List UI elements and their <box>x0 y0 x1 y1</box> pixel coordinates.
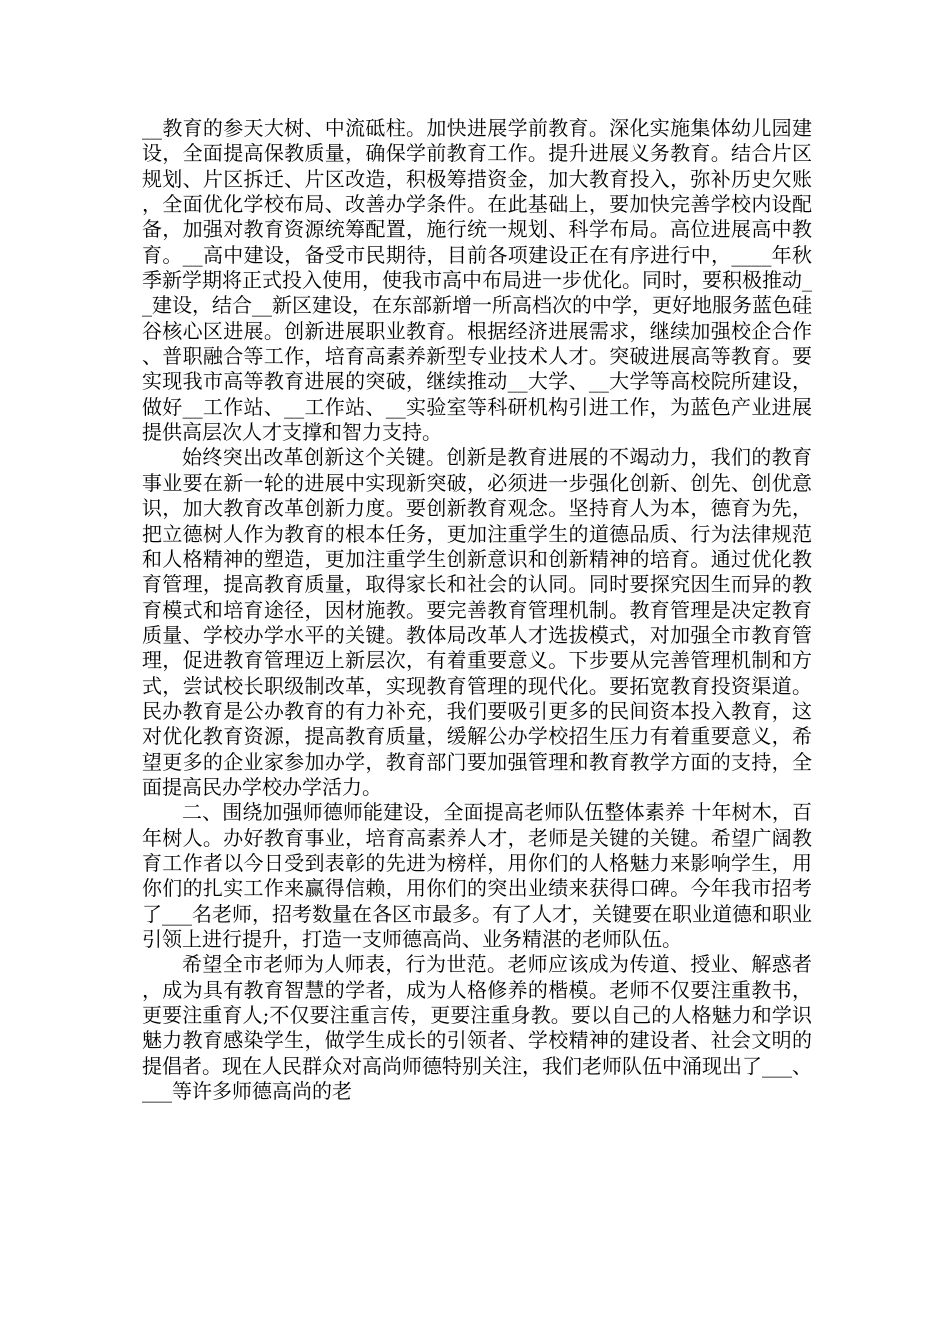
document-page <box>142 116 812 1104</box>
paragraph-teacher-role-model: 希望全市老师为人师表，行为世范。老师应该成为传道、授业、解惑者，成为具有教育智慧的学者，成为人格修养的楷模。老师不仅要注重教书，更要注重育人;不仅要注重言传，更要注重身教。要以自己的人格魅力和学识魅力教育感染学生，做学生成长的引领者、学校精神的建设者、社会文明的提倡者。现在人民群众对高尚师德特别关注，我们老师队伍中涌现出了___、___等许多师德高尚的老 <box>142 952 812 1104</box>
paragraph-reform-innovation: 始终突出改革创新这个关键。创新是教育进展的不竭动力，我们的教育事业要在新一轮的进展中实现新突破，必须进一步强化创新、创先、创优意识，加大教育改革创新力度。要创新教育观念。坚持育人为本，德育为先，把立德树人作为教育的根本任务，更加注重学生的道德品质、行为法律规范和人格精神的塑造，更加注重学生创新意识和创新精神的培育。通过优化教育管理，提高教育质量，取得家长和社会的认同。同时要探究因生而异的教育模式和培育途径，因材施教。要完善教育管理机制。教育管理是决定教育质量、学校办学水平的关键。教体局改革人才选拔模式，对加强全市教育管理，促进教育管理迈上新层次，有着重要意义。下步要从完善管理机制和方式，尝试校长职级制改革，实现教育管理的现代化。要拓宽教育投资渠道。民办教育是公办教育的有力补充，我们要吸引更多的民间资本投入教育，这对优化教育资源，提高教育质量，缓解公办学校招生压力有着重要意义，希望更多的企业家参加办学，教育部门要加强管理和教育教学方面的支持，全面提高民办学校办学活力。 <box>142 445 812 799</box>
paragraph-education-development: __教育的参天大树、中流砥柱。加快进展学前教育。深化实施集体幼儿园建设，全面提高保教质量，确保学前教育工作。提升进展义务教育。结合片区规划、片区拆迁、片区改造，积极筹措资金，加大教育投入，弥补历史欠账，全面优化学校布局、改善办学条件。在此基础上，要加快完善学校内设配备，加强对教育资源统筹配置，施行统一规划、科学布局。高位进展高中教育。__高中建设，备受市民期待，目前各项建设正在有序进行中，____年秋季新学期将正式投入使用，使我市高中布局进一步优化。同时，要积极推动__建设，结合__新区建设，在东部新增一所高档次的中学，更好地服务蓝色硅谷核心区进展。创新进展职业教育。根据经济进展需求，继续加强校企合作、普职融合等工作，培育高素养新型专业技术人才。突破进展高等教育。要实现我市高等教育进展的突破，继续推动__大学、__大学等高校院所建设，做好__工作站、__工作站、__实验室等科研机构引进工作，为蓝色产业进展提供高层次人才支撑和智力支持。 <box>142 116 812 445</box>
paragraph-teacher-ethics: 二、围绕加强师德师能建设，全面提高老师队伍整体素养 十年树木，百年树人。办好教育事业，培育高素养人才，老师是关键的关键。希望广阔教育工作者以今日受到表彰的先进为榜样，用你们的人格魅力来影响学生，用你们的扎实工作来赢得信赖，用你们的突出业绩来获得口碑。今年我市招考了___名老师，招考数量在各区市最多。有了人才，关键要在职业道德和职业引领上进行提升，打造一支师德高尚、业务精湛的老师队伍。 <box>142 800 812 951</box>
